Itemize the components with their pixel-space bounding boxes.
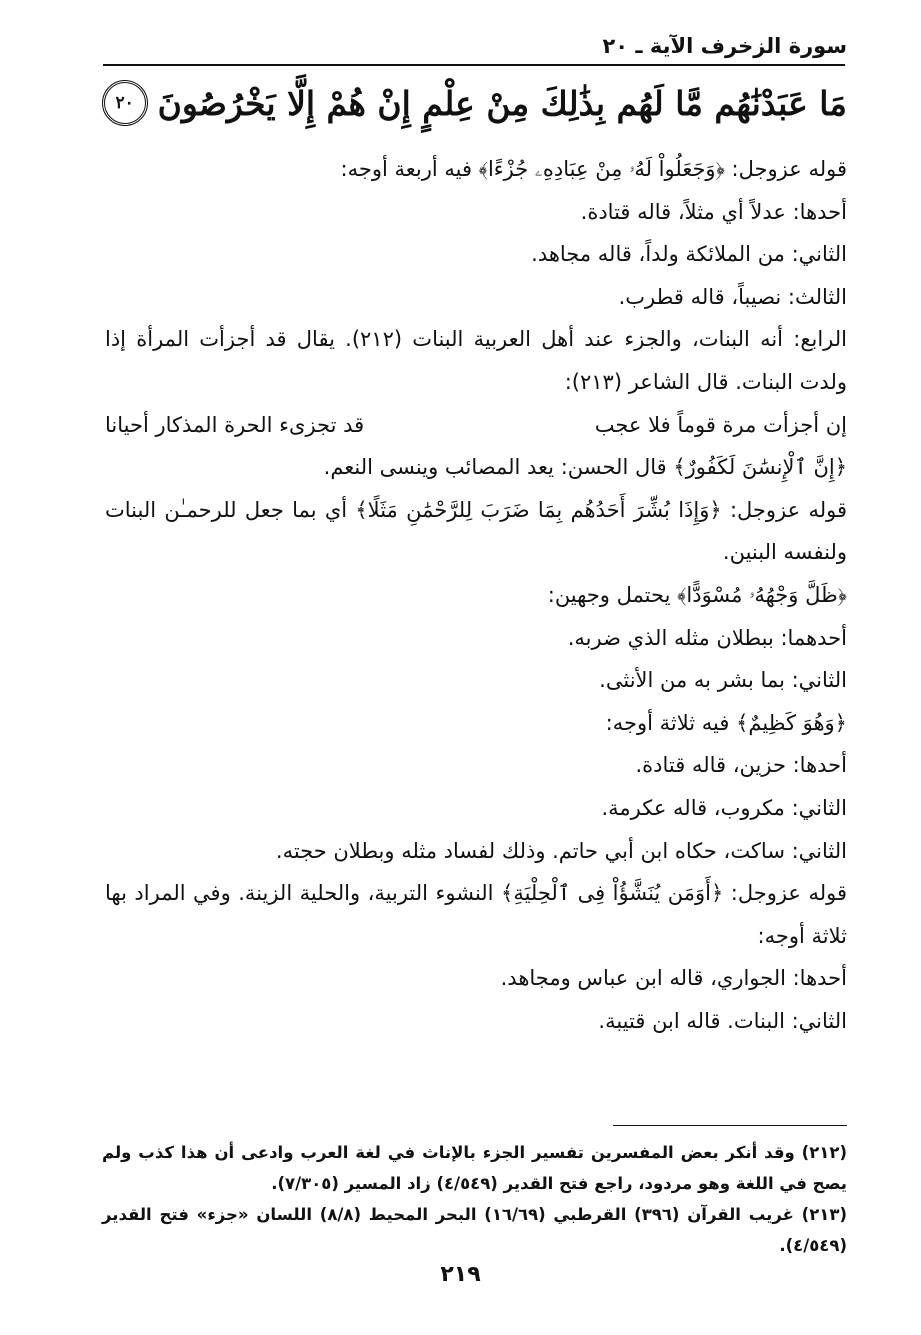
- paragraph: قوله عزوجل: ﴿أَوَمَن يُنَشَّؤُاْ فِى ٱلْحِلْيَةِ﴾ النشوء التربية، والحلية الزينة. وفي المراد بها ثلاثة أوجه:: [105, 881, 847, 948]
- running-header: سورة الزخرف الآية ـ ٢٠: [602, 34, 847, 58]
- poem-second-hemistich: قد تجزىء الحرة المذكار أحيانا: [105, 412, 365, 437]
- paragraph: الرابع: أنه البنات، والجزء عند أهل العربية البنات (٢١٢). يقال قد أجزأت المرأة إذا ولدت البنات. قال الشاعر (٢١٣):: [105, 327, 847, 394]
- paragraph: الثاني: بما بشر به من الأنثى.: [599, 668, 847, 693]
- paragraph: أحدها: الجواري، قاله ابن عباس ومجاهد.: [500, 966, 847, 991]
- poem-first-hemistich: إن أجزأت مرة قوماً فلا عجب: [594, 412, 847, 437]
- paragraph: الثالث: نصيباً، قاله قطرب.: [618, 284, 847, 309]
- paragraph: قوله عزوجل: ﴿وَجَعَلُواْ لَهُۥ مِنْ عِبَادِهِۦ جُزْءًا﴾ فيه أربعة أوجه:: [340, 157, 847, 181]
- commentary-body: [105, 148, 847, 1042]
- poem-verse: [105, 404, 847, 447]
- paragraph: أحدهما: ببطلان مثله الذي ضربه.: [567, 625, 847, 650]
- paragraph: قوله عزوجل: ﴿وَإِذَا بُشِّرَ أَحَدُهُم بِمَا ضَرَبَ لِلرَّحْمَٰنِ مَثَلًا﴾ أي بما جعل للرحمـٰن البنات ولنفسه البنين.: [105, 497, 847, 565]
- paragraph: ﴿إِنَّ ٱلْإِنسَٰنَ لَكَفُورٌ﴾ قال الحسن: يعد المصائب وينسى النعم.: [323, 455, 847, 480]
- paragraph: أحدها: حزين، قاله قتادة.: [635, 753, 847, 778]
- header-rule: [103, 64, 845, 66]
- ayah-number-mark: ٢٠: [102, 80, 148, 126]
- paragraph: ﴿ظَلَّ وَجْهُهُۥ مُسْوَدًّا﴾ يحتمل وجهين:: [547, 582, 847, 607]
- footnote-rule: [613, 1125, 847, 1126]
- verse-text: مَا عَبَدْنَٰهُم مَّا لَهُم بِذَٰلِكَ مِنْ عِلْمٍ إِنْ هُمْ إِلَّا يَخْرُصُونَ: [157, 83, 847, 123]
- quran-verse: [97, 80, 847, 126]
- paragraph: أحدها: عدلاً أي مثلاً، قاله قتادة.: [580, 199, 847, 224]
- footnotes: [102, 1137, 847, 1261]
- paragraph: الثاني: البنات. قاله ابن قتيبة.: [598, 1008, 847, 1033]
- paragraph: الثاني: من الملائكة ولداً، قاله مجاهد.: [531, 242, 847, 267]
- paragraph: الثاني: مكروب، قاله عكرمة.: [601, 795, 847, 820]
- paragraph: الثاني: ساكت، حكاه ابن أبي حاتم. وذلك لفساد مثله وبطلان حجته.: [275, 838, 847, 863]
- page-number: ٢١٩: [440, 1262, 481, 1287]
- paragraph: ﴿وَهُوَ كَظِيمٌ﴾ فيه ثلاثة أوجه:: [605, 710, 847, 735]
- footnote: (٢١٣) غريب القرآن (٣٩٦) القرطبي (١٦/٦٩) البحر المحيط (٨/٨) اللسان «جزء» فتح القدير (٤/٥٤٩).: [102, 1205, 847, 1255]
- footnote: (٢١٢) وقد أنكر بعض المفسرين تفسير الجزء بالإناث في لغة العرب وادعى أن هذا كذب ولم يصح في اللغة وهو مردود، راجع فتح القدير (٤/٥٤٩) زاد المسير (٧/٣٠٥).: [102, 1143, 847, 1193]
